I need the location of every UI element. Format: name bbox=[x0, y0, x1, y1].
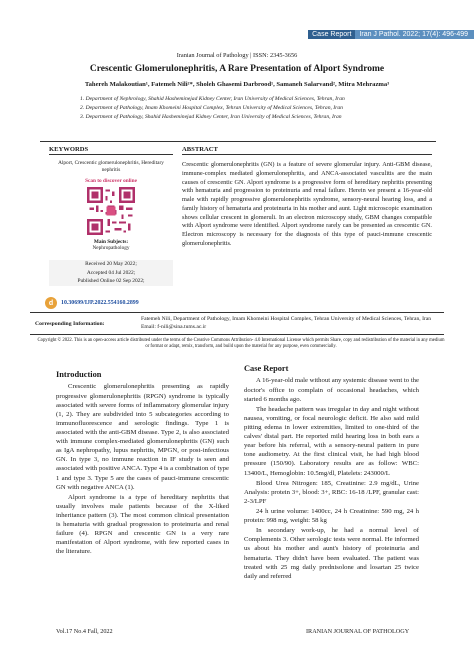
affiliations bbox=[80, 96, 440, 123]
subjects-heading: Main Subjects: bbox=[93, 238, 129, 245]
introduction-heading: Introduction bbox=[56, 370, 102, 379]
article-type-badge: Case Report bbox=[308, 30, 355, 39]
doi-link[interactable]: 10.30699/IJP.2022.554160.2899 bbox=[61, 300, 139, 306]
case-paragraph-3: Blood Urea Nitrogen: 185, Creatinine: 2.9 mg/dL, Urine Analysis: protein 3+, blood: 3+, RBC: 16-18 /LPF, granular cast: 2-3/LPF bbox=[244, 479, 419, 505]
case-paragraph-2: The headache pattern was irregular in day and night without nausea, vomiting, or focal neurologic deficit. He also said mild pitting edema in lower extremities, limited to one-third of the calves' distal part. He reported mild hearing loss in both ears a year before his referral, with a sensory-neural pattern in pure tone audiometry. At the first clinical visit, he had high blood pressure (150/90). Laboratory results are as follow: WBC: 13400/L, Hemoglobin: 10.5mg/dl, Platelets: 243000/L bbox=[244, 405, 419, 477]
footer-volume: Vol.17 No.4 Fall, 2022 bbox=[56, 628, 113, 635]
divider bbox=[182, 154, 432, 155]
subjects-text: Nephropathology bbox=[92, 244, 130, 251]
doi-logo-icon: d bbox=[45, 297, 57, 309]
citation: Iran J Pathol. 2022; 17(4): 496-499 bbox=[355, 30, 474, 39]
divider bbox=[40, 141, 436, 142]
header-bar bbox=[308, 28, 474, 40]
author-list: Tahereh Malakoutian¹, Fatemeh Nili²*, Sholeh Ghasemi Darbrood¹, Samaneh Salarvand², Mitra Mehrazma³ bbox=[84, 81, 390, 88]
introduction-section bbox=[56, 369, 229, 558]
corresponding-text: Fatemeh Nili, Department of Pathology, Imam Khomeini Hospital Complex, Tehran University of Medical Sciences, Tehran, Iran Email: f-nili@sina.tums.ac.ir bbox=[141, 316, 432, 330]
case-paragraph-1: A 16-year-old male without any systemic disease went to the doctor's office to complain of occasional headaches, which started 6 months ago. bbox=[244, 377, 419, 403]
affiliation-2: 2. Department of Pathology, Imam Khomeini Hospital Complex, Tehran University of Medical Sciences, Tehran, Iran bbox=[80, 105, 343, 111]
keywords-text: Alport, Crescentic glomerulonephritis, Hereditary nephritis bbox=[58, 160, 164, 173]
copyright-notice: Copyright © 2022. This is an open-access article distributed under the terms of the Creative Commons Attribution- 4.0 International License which permits Share, copy and redistribution of the material in any medium or format or adapt, remix, transform, and build upon the material for any purpose, even commercially. bbox=[37, 338, 445, 350]
date-published: Published Online 02 Sep 2022; bbox=[77, 278, 145, 285]
case-report-section bbox=[244, 363, 419, 582]
affiliation-1: 1. Department of Nephrology, Shahid Hasheminejad Kidney Center, Iran University of Medical Sciences, Tehran, Iran bbox=[80, 96, 345, 102]
date-accepted: Accepted 04 Jul 2022; bbox=[86, 269, 136, 276]
corresponding-label: Corresponding Information: bbox=[35, 321, 105, 327]
qr-code-icon[interactable] bbox=[87, 187, 135, 235]
date-received: Received 20 May 2022; bbox=[85, 261, 137, 267]
scan-label: Scan to discover online bbox=[85, 177, 137, 184]
doi-row bbox=[45, 297, 139, 309]
article-title: Crescentic Glomerulonephritis, A Rare Presentation of Alport Syndrome bbox=[89, 64, 385, 74]
journal-line: Iranian Journal of Pathology | ISSN: 2345-3656 bbox=[176, 52, 298, 59]
footer-journal: IRANIAN JOURNAL OF PATHOLOGY bbox=[306, 628, 410, 635]
affiliation-3: 3. Department of Pathology, Shahid Hasheminejad Kidney Center, Iran University of Medical Sciences, Tehran, Iran bbox=[80, 114, 342, 120]
divider bbox=[30, 334, 444, 335]
intro-paragraph-2: Alport syndrome is a type of hereditary nephritis that usually involves male patients because of the X-liked inheritance pattern (3). The most common clinical presentation is hematuria with gradual progression to proteinuria and renal failure (4). RPGN and crescentic GN is a very rare manifestation of Alport syndrome, with few reported cases in the literature. bbox=[56, 493, 229, 556]
case-paragraph-4: 24 h urine volume: 1400cc, 24 h Creatinine: 590 mg, 24 h protein: 998 mg, weight: 58 kg bbox=[244, 507, 419, 525]
intro-paragraph-1: Crescentic glomerulonephritis presenting as rapidly progressive glomerulonephritis (RPGN) syndrome is typically associated with severe forms of inflammatory glomerular injury (1, 2). They are subdivided into 5 subcategories according to immunofluorescence and serologic findings. Type 1 is associated with the anti-GBM disease. Type 2, is also associated with immune complex-mediated glomerulonephritis (GN) such as IgA nephropathy, lupus nephritis, MPGN, or post-infectious GN. In type 3, no immune reaction in IF study is seen and associated with positive ANCA. Type 4 is a combination of type 1 and type 3. Type 5 are the cases of pauci-immune crescentic GN with negative ANCA (1). bbox=[56, 383, 229, 491]
case-paragraph-5: In secondary work-up, he had a normal level of Complements 3. Other serologic tests were normal. He informed us about his mother and aunt's history of proteinuria and hematuria. They didn't have been evaluated. The patient was treated with 25 mg daily prednisolone and losartan 25 twice daily and referred bbox=[244, 527, 419, 580]
case-report-heading: Case Report bbox=[244, 364, 289, 373]
abstract-heading: ABSTRACT bbox=[182, 146, 218, 153]
abstract-text: Crescentic glomerulonephritis (GN) is a feature of severe glomerular injury. Anti-GBM disease, immune-complex mediated glomerulonephritis, and ANCA-associated vasculitis are the main causes of crescentic GN. Alport syndrome is a progressive form of hereditary nephritis presenting with hematuria and progression to proteinuria and renal failure. Herein we present a 16-year-old male with rapidly progressive glomerulonephritis syndrome, sensory-neural hearing loss, and a family history of hematuria and proteinuria in his mother and aunt. Light microscopic examination shows cellular crescent in glomeruli. In an electron microscopy study, GBM changes compatible with Alport syndrome were identified. Alport syndrome rarely can be presented as crescentic GN. Electron microscopy is necessary for the diagnosis of this type of pauci-immune crescentic glomerulonephritis. bbox=[182, 161, 432, 247]
article-dates bbox=[49, 260, 173, 286]
divider bbox=[30, 312, 444, 313]
keywords-heading: KEYWORDS bbox=[49, 146, 89, 153]
